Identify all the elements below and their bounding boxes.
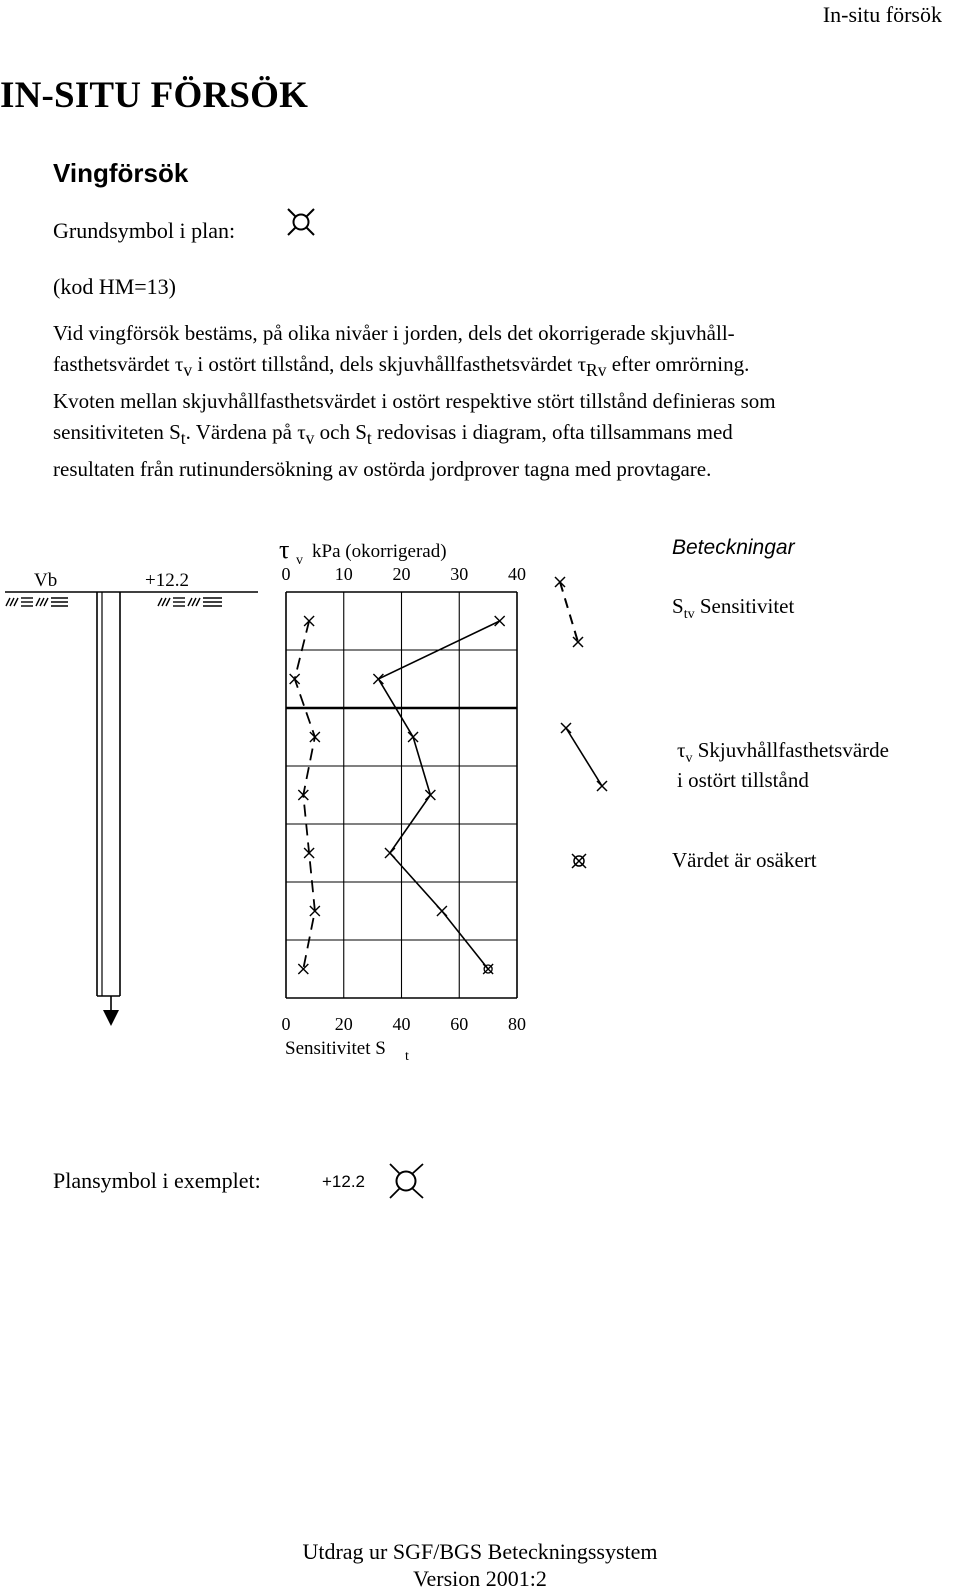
bottom-axis-label: Sensitivitet S [285,1038,386,1059]
legend-sensitivity [672,594,794,623]
bottom-axis-tick-label: 40 [392,1014,411,1034]
shear-strength-point [373,674,383,684]
paragraph-line: Vid vingförsök bestäms, på olika nivåer i jorden, dels det okorrigerade skjuvhåll- [53,321,735,345]
code-label: (kod HM=13) [53,274,177,299]
chart-series [290,616,505,974]
top-axis-label: kPa (okorrigerad) [312,541,447,562]
bottom-axis-tick-label: 0 [281,1014,291,1034]
intro-paragraph [53,318,933,485]
shear-strength-point [425,790,435,800]
legend-uncertain-label: Värdet är osäkert [672,848,817,872]
top-axis-tick-label: 0 [281,564,291,584]
top-axis-tick-label: 40 [508,564,526,584]
legend-tau-label-2: i ostört tillstånd [677,768,809,792]
legend-tau-subscript: v [685,751,693,767]
legend-uncertain-icon [568,850,590,872]
bottom-axis-tick-label: 20 [334,1014,353,1034]
shear-strength-line [378,621,499,969]
sensitivity-line [295,621,315,969]
running-header: In-situ försök [822,2,942,27]
bottom-axis-tick-label: 80 [508,1014,526,1034]
legend-s-subscript: tv [683,607,695,623]
plan-symbol-label: Plansymbol i exemplet: [53,1168,261,1193]
ground-hatch-left [6,598,68,606]
borehole-label: Vb [34,570,58,591]
bottom-axis-tick-label: 60 [450,1014,469,1034]
section-title: Vingförsök [53,158,189,188]
top-axis-tick-label: 30 [450,564,469,584]
footer-line-2: Version 2001:2 [413,1566,547,1591]
shear-strength-point [495,616,505,626]
top-axis-tick-label: 20 [392,564,411,584]
chart-grid [286,592,517,998]
bottom-axis-subscript: t [405,1049,409,1064]
sensitivity-point [290,674,300,684]
legend-title: Beteckningar [672,536,795,559]
vane-test-diagram [0,530,560,1070]
top-axis-tick-label: 10 [334,564,353,584]
top-axis-ticks [282,564,527,584]
legend-shear-strength [677,738,889,767]
tau-subscript: v [296,553,303,568]
legend-tau-label: Skjuvhållfasthetsvärde [697,738,889,762]
legend-solid-line-icon [556,718,612,796]
legend-dashed-line-icon [550,574,590,650]
paragraph-line: fasthetsvärdet $\tau_v$ i ostört tillstånd, dels skjuvhållfasthetsvärdet $\tau_{Rv}$ efter omrörning. [53,352,750,381]
borehole-column [97,592,120,1018]
tau-symbol: τ [279,535,290,564]
footer-line-1: Utdrag ur SGF/BGS Beteckningssystem [302,1539,658,1564]
bottom-axis-ticks [282,1014,527,1034]
shear-strength-point [385,848,395,858]
paragraph-line: sensitiviteten $S_t$. Värdena på $\tau_v$ och $S_t$ redovisas i diagram, ofta tillsammans med [53,420,733,449]
ground-hatch-right [158,598,222,606]
page-title: IN-SITU FÖRSÖK [0,75,309,116]
legend-s-symbol: S [672,594,684,618]
shear-strength-point [437,906,447,916]
shear-strength-point [408,732,418,742]
legend-s-label: Sensitivitet [699,594,795,618]
legend-tau-symbol: τ [677,738,686,762]
plan-level: +12.2 [322,1172,366,1191]
plan-vane-symbol-icon [387,1160,427,1202]
basic-symbol-label: Grundsymbol i plan: [53,218,236,243]
vane-test-symbol-icon [284,204,320,240]
footer [0,1538,960,1592]
paragraph-line: resultaten från rutinundersökning av ostörda jordprover tagna med provtagare. [53,457,712,482]
paragraph-line: Kvoten mellan skjuvhållfasthetsvärdet i ostört respektive stört tillstånd definieras som [53,389,776,414]
borehole-level: +12.2 [145,570,189,591]
